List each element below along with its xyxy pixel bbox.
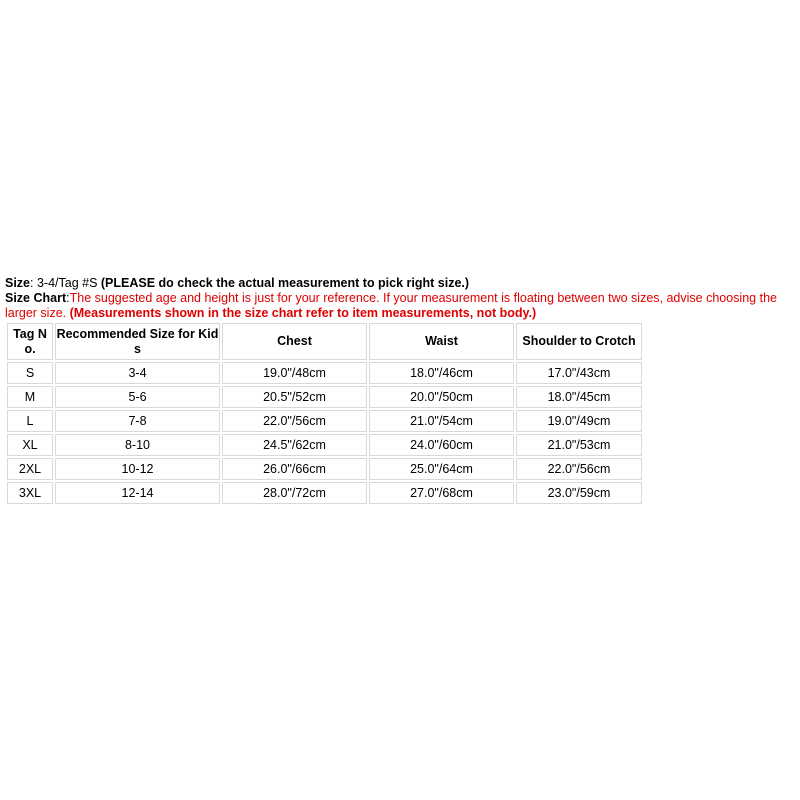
cell-tag: L (7, 410, 53, 432)
cell-tag: XL (7, 434, 53, 456)
cell-chest: 19.0"/48cm (222, 362, 367, 384)
cell-waist: 18.0"/46cm (369, 362, 514, 384)
size-chart-label: Size Chart (5, 291, 67, 305)
cell-tag: 3XL (7, 482, 53, 504)
cell-shoulder-to-crotch: 21.0"/53cm (516, 434, 642, 456)
header-chest: Chest (222, 323, 367, 360)
cell-tag: 2XL (7, 458, 53, 480)
header-recommended-size: Recommended Size for Kids (55, 323, 220, 360)
cell-waist: 25.0"/64cm (369, 458, 514, 480)
cell-waist: 24.0"/60cm (369, 434, 514, 456)
size-label: Size (5, 276, 31, 290)
size-chart-line (5, 291, 797, 321)
size-table (5, 321, 644, 506)
cell-waist: 27.0"/68cm (369, 482, 514, 504)
table-row (7, 458, 642, 480)
cell-age: 3-4 (55, 362, 220, 384)
cell-chest: 24.5"/62cm (222, 434, 367, 456)
cell-age: 5-6 (55, 386, 220, 408)
cell-age: 12-14 (55, 482, 220, 504)
size-note: (PLEASE do check the actual measurement to pick right size.) (100, 276, 470, 290)
cell-shoulder-to-crotch: 19.0"/49cm (516, 410, 642, 432)
cell-waist: 21.0"/54cm (369, 410, 514, 432)
size-chart-colon: : (66, 291, 70, 305)
size-value: : 3-4/Tag #S (30, 276, 101, 290)
cell-age: 8-10 (55, 434, 220, 456)
cell-tag: S (7, 362, 53, 384)
cell-shoulder-to-crotch: 17.0"/43cm (516, 362, 642, 384)
cell-chest: 28.0"/72cm (222, 482, 367, 504)
cell-chest: 26.0"/66cm (222, 458, 367, 480)
cell-shoulder-to-crotch: 23.0"/59cm (516, 482, 642, 504)
table-row (7, 434, 642, 456)
size-chart-note: The suggested age and height is just for your reference. If your measurement is floating between two sizes, advise choosing the larger size. (5, 291, 777, 320)
size-line (5, 276, 797, 291)
header-waist: Waist (369, 323, 514, 360)
header-tag-no: Tag No. (7, 323, 53, 360)
cell-tag: M (7, 386, 53, 408)
table-row (7, 482, 642, 504)
size-info (5, 276, 797, 321)
table-row (7, 362, 642, 384)
cell-chest: 22.0"/56cm (222, 410, 367, 432)
cell-chest: 20.5"/52cm (222, 386, 367, 408)
table-header-row (7, 323, 642, 360)
table-row (7, 386, 642, 408)
cell-age: 7-8 (55, 410, 220, 432)
size-chart-note-bold: (Measurements shown in the size chart refer to item measurements, not body.) (69, 306, 537, 320)
cell-age: 10-12 (55, 458, 220, 480)
cell-waist: 20.0"/50cm (369, 386, 514, 408)
cell-shoulder-to-crotch: 22.0"/56cm (516, 458, 642, 480)
table-row (7, 410, 642, 432)
header-shoulder-to-crotch: Shoulder to Crotch (516, 323, 642, 360)
cell-shoulder-to-crotch: 18.0"/45cm (516, 386, 642, 408)
